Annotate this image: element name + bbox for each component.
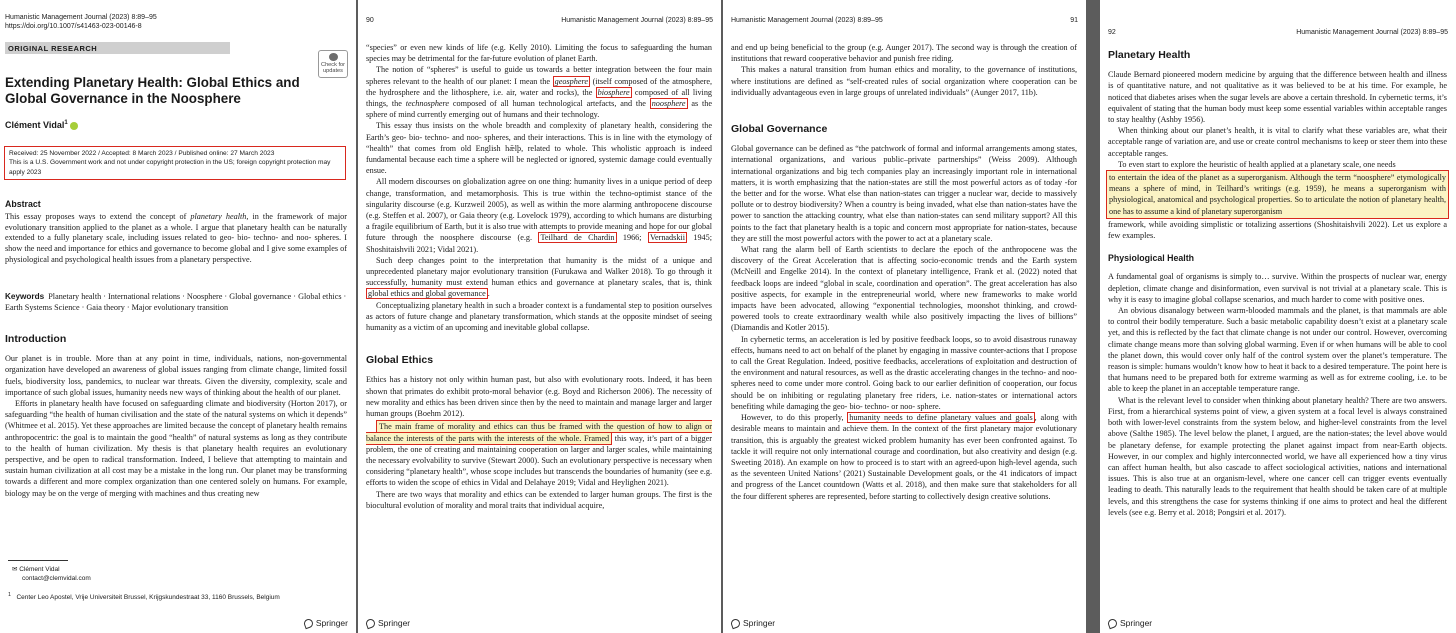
page-91-body: and end up being beneficial to the group (e.g. Aunger 2017). The second way is through the creation of institutions that reward cooperative behavior and punish free riding. This makes a natural transition from human ethics and morality, to the governance of institutions, where institutions are defined as “self-created rules of social organization where cooperation can be individually advantageous even in large groups of unrelated individuals” (Aunger 2017, 11b). Global Governance Global governance can be defined as “the patchwork of formal and informal arrangements among states, international organizations, and various public–private partnerships” (Weiss 2009). Although international organizations and big tech companies play an increasingly important role in international matters, it is worth emphasizing that the nation-states are still the most powerful actors as of today -for the better and for the worse. What else than nation-states can trigger a nuclear war, decide to massively pollute or to destroy biodiversity? When a country is being invaded, what else than nation-states have the power to sanction the attacking country, what else than nation-states can send military support? All this points to the fact that planetary health is a topic and concern most appropriate for nation-states, because they are still the most powerful actors with the power to act at a planetary scale. What rang the alarm bell of Earth scientists to declare the epoch of the anthropocene was the discovery of the Great Acceleration that is affecting socio-economic trends and the Earth system (McNeill and Engelke 2014). In the context of planetary intelligence, Frank et al. (2022) noted that feedback loops are indeed “global in scale, coordination and operation”. The great acceleration has also positive aspects, for example in the entrepreneurial world, where new frameworks to make world impacts have been advocated, allowing “exponential technologies, moonshot thinking, and crowd-powered tools to create extraordinary wealth while also positively impacting the lives of billions” (Diamandis and Kotler 2015). In cybernetic terms, an acceleration is led by positive feedback loops, so to avoid disastrous runaway effects, humans need to act on behalf of the planet by engaging in massive counter-actions that I propose to call the Great Regulation. Indeed, positive feedbacks, accelerations of exploitation and destruction of the environment and natural resources, as well as the drastic accelerating changes in the techno- and noo- spheres need to come under more control. Going back to our earlier definition of cooperation, our focus should be on inhibiting or regulating planetary free riders, i.e. nation-states or international actors benefiting while damaging the geo- bio- techno- or noo- sphere. However, to do this properly, humanity needs to define planetary values and goals , along with desirable means to maintain and achieve them. In the context of the first planetary major evolutionary transition, this is arguably the greatest wicked problem humanity has ever been confronted against. To tackle it will require not only international courage and coordination, but also creativity and design (e.g. Sweeting 2018). An example on how to proceed is to start with an agreed-upon high-level agenda, such as the seventeen United Nations’ (2021) Sustainable Development goals, or the 41 indicators of impact and progress of the Lancet countdown (Watts et al. 2018), and then make sure that stakeholders for all the four different spheres are represented, before starting to collectively design creative solutions. xyxy=(731,43,1077,501)
physiological-health-heading: Physiological Health xyxy=(1108,253,1195,264)
article-title: Extending Planetary Health: Global Ethics and Global Governance in the Noosphere xyxy=(5,75,300,106)
global-ethics-heading: Global Ethics xyxy=(366,354,434,367)
highlight-noosphere: noosphere xyxy=(651,99,686,109)
highlight-received-box xyxy=(4,146,346,180)
page-92-body: Planetary Health Claude Bernard pioneered modern medicine by arguing that the difference between health and illness is of quantitative nature, and not qualitative as it was believed to be at his time. For example, he noticed that diabetes arises when the sugar levels are above a certain threshold. In cybernetic terms, it’s equivalent of stating that the human body must keep some essential variables within acceptable ranges to stay healthy (Ashby 1956). When thinking about our planet’s health, it is vital to clarify what these variables are, what their acceptable range of variation are, and use or create control mechanisms to keep or steer them into these acceptable ranges. To even start to explore the heuristic of health applied at a planetary scale, one needs to entertain the idea of the planet as a superorganism. Although the term “noosphere” etymologically means a sphere of mind, in Teilhard’s writings (e.g. 1959), he means a superorganism with physiological, anatomical and psychological properties. So to articulate the notion of planetary health, one has to assume a kind of planetary superorganism framework, while avoiding simplistic or totalizing assertions (Shoshitaishvili 2022). Let us explore a few examples. Physiological Health A fundamental goal of organisms is simply to… survive. Within the prospects of nuclear war, energy depletion, climate change and disinformation, even survival is not trivial at a planetary scale. This is why it is easy to imagine global collapse scenarios, and much harder to come with positive ones. An obvious disanalogy between warm-blooded mammals and the planet, is that mammals are able to control their bodily temperature. Such a basic metabolic capability doesn’t exist at a planetary scale yet, and this is reflected by the fact that climate change is not under our control. However, overcoming climate change means more than solving global warming. Even if or when humans will be able to cool the planet down, this would cover only half of the control system over the planet’s temperature. The reason is simple: humans wouldn’t know how to heat it back to a desired temperature. The point here is that humans need to be prepared both for extreme warming as well as for extreme cooling, i.e. to be able to keep the planet in an acceptable temperature range. What is the relevant level to consider when thinking about planetary health? There are two answers. First, from a hierarchical systems point of view, a given system at a focal level is always constrained both with lower-level constraints from the system below, and higher-level constraints from the level above (Salthe 1985). The level below the planet, I argued, are the nation-states; the level above would be planetary defense, for example protecting the planet against impact from near-Earth objects. However, in our complex and highly interconnected world, we have all experienced how a tiny virus can affect human health, but also cascade to affect sociological activities, nations and international issues. This is also true at an organism-level, where one cancer cell can trigger events eventually leading to death. This naturally leads to the requirement that health should be taken care of at multiple levels, and this strengthens the case for systems thinking if one aims to protect and heal the different levels (see e.g. Berry et al. 2018; Pongsiri et al. 2017). xyxy=(1108,49,1447,517)
introduction-heading: Introduction xyxy=(5,333,67,345)
global-governance-heading: Global Governance xyxy=(731,123,828,136)
highlight-main-frame: The main frame of morality and ethics can thus be framed with the question of how to align or balance the interests of the parts with the interests of the whole. Framed xyxy=(366,422,712,443)
springer-logo: Springer xyxy=(304,618,348,628)
article-type-badge: ORIGINAL RESEARCH xyxy=(5,42,230,54)
highlight-biosphere: biosphere xyxy=(597,87,630,97)
running-header: 90 Humanistic Management Journal (2023) 8:89–95 xyxy=(366,17,713,24)
highlight-superorganism: to entertain the idea of the planet as a superorganism. Although the term “noosphere” etymologically means a sphere of mind, in Teilhard’s writings (e.g. 1959), he means a superorganism with physiological, anatomical and psychological properties. So to articulate the notion of planetary health, one has to assume a kind of planetary superorganism xyxy=(1106,170,1449,219)
springer-logo: Springer xyxy=(731,618,775,628)
copyright-note: This is a U.S. Government work and not under copyright protection in the US; foreign copyright protection may apply 2023 xyxy=(9,159,331,176)
doi-link[interactable]: https://doi.org/10.1007/s41463-023-00146-8 xyxy=(5,23,142,30)
springer-logo: Springer xyxy=(1108,618,1152,628)
springer-horse-icon xyxy=(303,617,315,629)
springer-horse-icon xyxy=(730,617,742,629)
page-92 xyxy=(1100,0,1456,633)
received-dates: Received: 25 November 2022 / Accepted: 8 March 2023 / Published online: 27 March 2023 xyxy=(9,150,275,157)
footnote-rule xyxy=(8,560,68,561)
highlight-teilhard: Teilhard de Chardin xyxy=(540,233,615,243)
highlight-geosphere: geosphere xyxy=(554,76,588,86)
highlight-planetary-values: humanity needs to define planetary values and goals xyxy=(849,413,1033,423)
author-name: Clément Vidal$^1$ xyxy=(5,120,78,130)
springer-horse-icon xyxy=(365,617,377,629)
mail-icon: ✉ xyxy=(12,566,20,573)
page-90-body: “species” or even new kinds of life (e.g. Kelly 2010). Limiting the focus to safeguarding the human species may be detrimental for the far-future evolution of planet Earth. The notion of “spheres” is useful to guide us towards a better integration between the four main spheres relevant to the health of our planet: I mean the geosphere (itself composed of the atmosphere, the hydrosphere and the lithosphere, i.e. air, water and rocks), the biosphere composed of all living things, the technosphere composed of all human technological artefacts, and the noosphere as the sphere of mind currently emerging out of humans and their technology. This essay thus insists on the whole breadth and complexity of planetary health, considering the Earth’s geo- bio- techno- and noo- spheres, and their interactions. This is in line with the etymology of “health” that comes from old English hǣlþ, related to whole. This wholistic approach is indeed fundamental because each time a sphere will be neglected or ignored, systemic damage could eventually ensue. All modern discourses on globalization agree on one thing: humanity lives in a unique period of deep change, transformation, and metamorphosis. This is true within the techno-optimist stance of the singularity discourse (e.g. Kurzweil 2005), as well as within the more alarming anthropocene discourse (e.g. Steffen et al. 2007), or Gaia theory (e.g. Lovelock 1979), according to which humans are disturbing a fragile equilibrium of Earth, but it is also true with attempts to provide meaning and hope for our global future through the noosphere discourse (e.g. Teilhard de Chardin 1966; Vernadskii 1945; Shoshitaishvili 2021; Vidal 2021). Such deep changes point to the interpretation that humanity is the midst of a unique and unprecedented planetary major evolutionary transition (Furukawa and Walker 2018). To go through it successfully, humanity must extend human ethics and governance at planetary scales, that is, think global ethics and global governance . Conceptualizing planetary health in such a broader context is a fundamental step to position ourselves as actors of future change and planetary transformation, which stands at the opposite mindset of seeing humanity as a victim of an upcoming and inevitable global collapse. Global Ethics Ethics has a history not only within human past, but also with evolutionary roots. Indeed, it has been shown that primates do exhibit proto-moral behavior (e.g. Boyd and Richerson 2006). The necessity of new morality and ethics has been driven since then by the need to maintain and manage larger and larger human groups (Boehm 2012). The main frame of morality and ethics can thus be framed with the question of how to align or balance the interests of the parts with the interests of the whole. Framed this way, it’s part of a bigger problem, the one of creating and maintaining cooperation on larger and larger scales, while maintaining the necessary evolvability to survive (Stewart 2000). Such an evolutionary perspective is necessary when considering “planetary health”, whose scope includes but transcends the boundaries of humanity (see e.g. efforts to widen the scope of ethics in Vidal and Delahaye 2019; Vidal and Heylighen 2021). There are two ways that morality and ethics can be extended to larger human groups. The first is the biocultural evolution of morality and moral traits that individual acquire, xyxy=(366,43,713,510)
page-90 xyxy=(358,0,721,633)
running-header: 92 Humanistic Management Journal (2023) 8:89–95 xyxy=(1108,29,1448,36)
highlight-global-ethics-governance: global ethics and global governance xyxy=(368,289,486,299)
springer-logo: Springer xyxy=(366,618,410,628)
highlight-vernadskii: Vernadskii xyxy=(649,233,685,243)
keywords: Keywords Planetary health · International relations · Noosphere · Global governance · Global ethics · Earth Systems Science · Gaia theory · Major evolutionary transition xyxy=(5,292,347,312)
journal-citation: Humanistic Management Journal (2023) 8:89–95 xyxy=(5,14,157,21)
abstract-heading: Abstract xyxy=(5,199,41,209)
planetary-health-heading: Planetary Health xyxy=(1108,49,1191,61)
page-91 xyxy=(723,0,1086,633)
running-header: Humanistic Management Journal (2023) 8:89–95 91 xyxy=(731,17,1078,24)
springer-horse-icon xyxy=(1107,617,1119,629)
abstract: Abstract This essay proposes ways to extend the concept of planetary health, in the framework of major evolutionary transition applied to the planet as a whole. I argue that planetary health can be naturally extended to a fully planetary scale, including issues related to geo- bio- techno- and noo- spheres. I show the need and importance for ethics and governance to become global and I give some examples of physiological and psychological health issues from a planetary perspective. xyxy=(5,199,348,264)
page-89 xyxy=(0,0,356,633)
check-for-updates-button[interactable]: Check for updates xyxy=(318,50,348,78)
footnote: ✉ Clément Vidal contact@clemvidal.com $^1$ Center Leo Apostel, Vrije Universiteit Brussel, Krijgskundestraat 33, 1160 Brussels, Belgium xyxy=(8,566,347,603)
orcid-icon[interactable] xyxy=(70,122,78,130)
author-email[interactable]: contact@clemvidal.com xyxy=(22,574,91,582)
introduction-section: Introduction Our planet is in trouble. More than at any point in time, individuals, nations, non-governmental organization have developed an awareness of global issues ranging from climate change, limited fossil fuels, biodiversity loss, pandemics, to nuclear war threats. Given the diversity, complexity, scale and importance of such global issues, humanity needs new ways of thinking about the health of our planet. Efforts in planetary health have focused on safeguarding climate and biodiversity (Horton 2017), or safeguarding “the health of human civilisation and the state of the natural systems on which it depends” (Whitmee et al. 2015). Yet these approaches are limited because the concept of planetary health remains anthropocentric: the goal is to maintain the good “health” of natural systems as long as they contribute to the health of human civilization. My thesis is that planetary health requires an evolutionary perspective, and be open to radical transformation. Indeed, I believe that attempting to maintain and sustain human civilization at all cost may be a mistake in the long run. Our planet may be transforming towards a different and more complex organization than one centered solely on humans. For example, biology may be on the verge of merging with machines and thus creating new xyxy=(5,333,347,498)
